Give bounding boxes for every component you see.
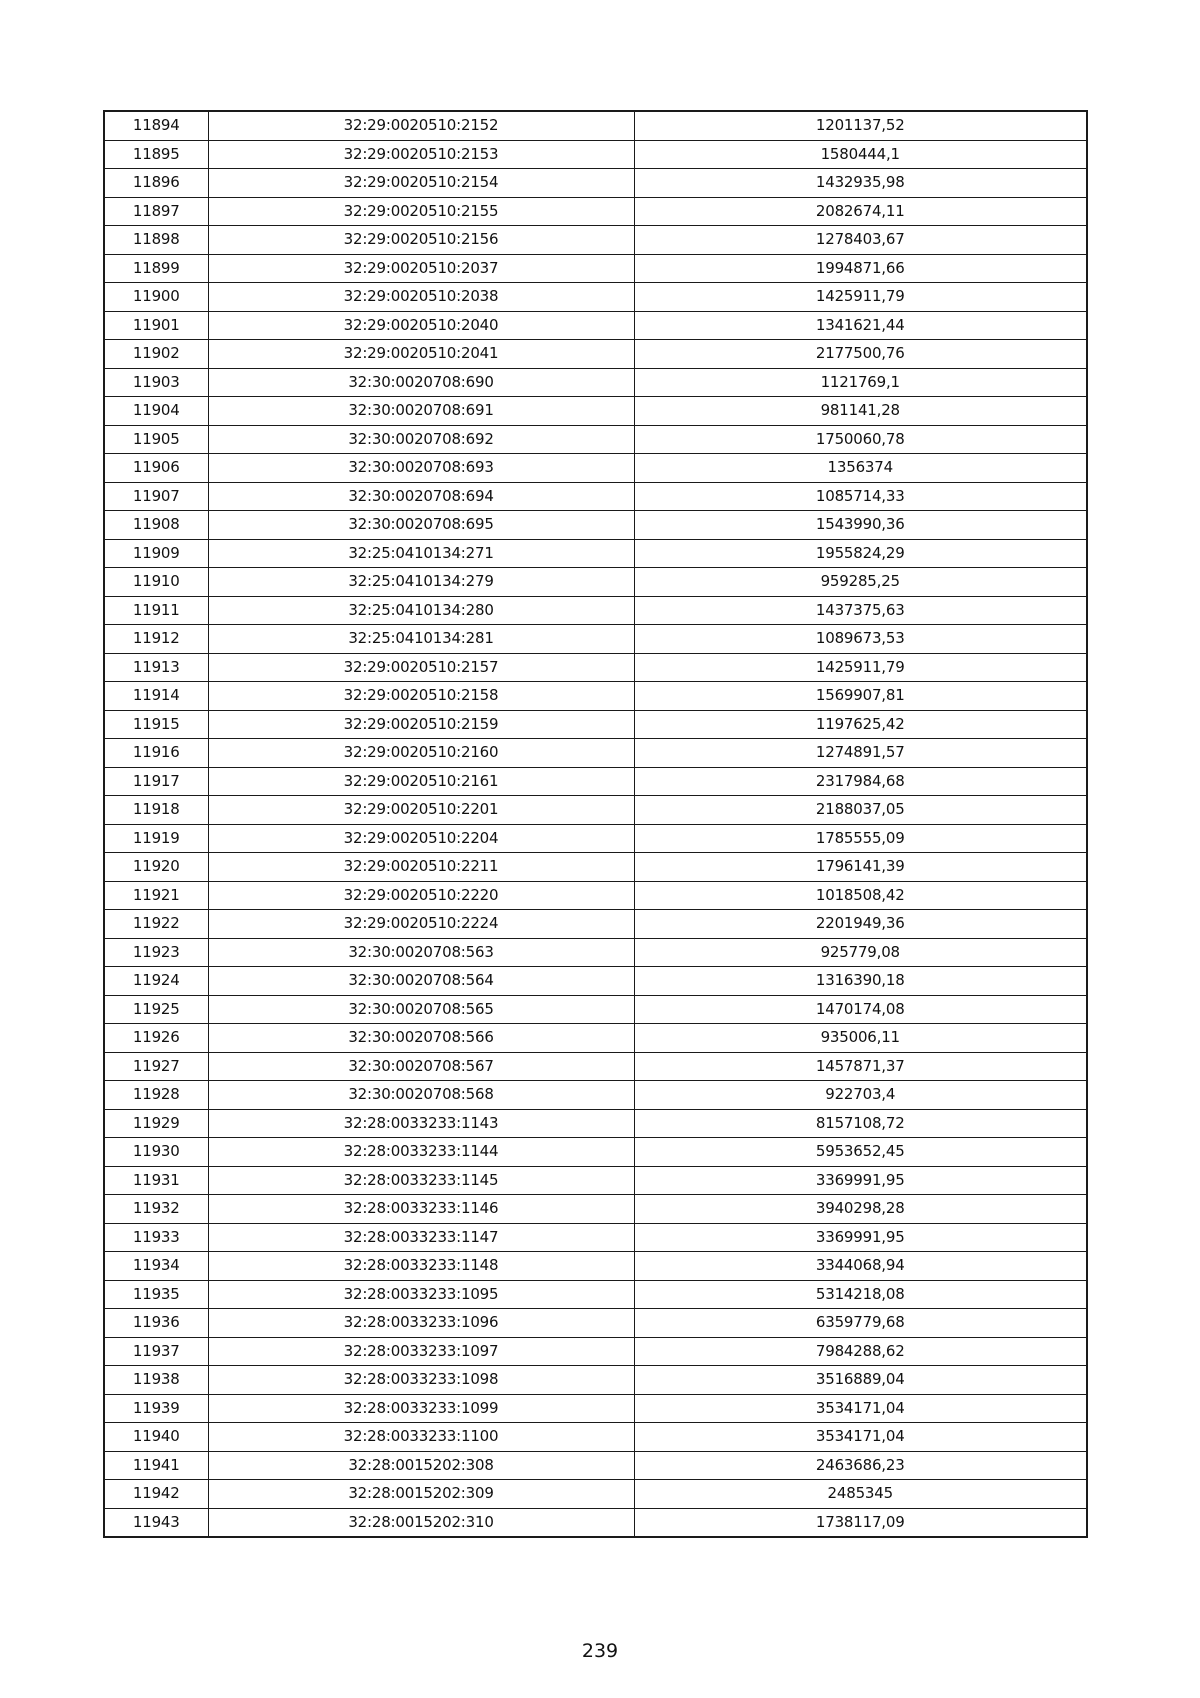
cadastral-value-cell: 8157108,72: [634, 1109, 1087, 1138]
cadastral-value-cell: 1994871,66: [634, 254, 1087, 283]
row-number-cell: 11903: [104, 368, 208, 397]
cadastral-number-cell: 32:29:0020510:2224: [208, 910, 634, 939]
table-row: [104, 767, 1087, 796]
table-row: [104, 197, 1087, 226]
cadastral-number-cell: 32:29:0020510:2161: [208, 767, 634, 796]
table-row: [104, 1508, 1087, 1537]
row-number-cell: 11901: [104, 311, 208, 340]
cadastral-value-cell: 3369991,95: [634, 1166, 1087, 1195]
table-row: [104, 910, 1087, 939]
cadastral-number-cell: 32:29:0020510:2038: [208, 283, 634, 312]
cadastral-number-cell: 32:29:0020510:2201: [208, 796, 634, 825]
row-number-cell: 11898: [104, 226, 208, 255]
table-row: [104, 425, 1087, 454]
table-row: [104, 1309, 1087, 1338]
row-number-cell: 11931: [104, 1166, 208, 1195]
cadastral-number-cell: 32:30:0020708:694: [208, 482, 634, 511]
cadastral-number-cell: 32:28:0033233:1145: [208, 1166, 634, 1195]
cadastral-value-cell: 1121769,1: [634, 368, 1087, 397]
row-number-cell: 11920: [104, 853, 208, 882]
table-row: [104, 1024, 1087, 1053]
cadastral-number-cell: 32:25:0410134:279: [208, 568, 634, 597]
cadastral-value-cell: 1341621,44: [634, 311, 1087, 340]
table-row: [104, 1480, 1087, 1509]
cadastral-value-cell: 1278403,67: [634, 226, 1087, 255]
cadastral-number-cell: 32:30:0020708:563: [208, 938, 634, 967]
table-row: [104, 1366, 1087, 1395]
row-number-cell: 11927: [104, 1052, 208, 1081]
row-number-cell: 11934: [104, 1252, 208, 1281]
row-number-cell: 11894: [104, 111, 208, 140]
cadastral-number-cell: 32:28:0015202:310: [208, 1508, 634, 1537]
cadastral-value-cell: 2201949,36: [634, 910, 1087, 939]
cadastral-number-cell: 32:29:0020510:2040: [208, 311, 634, 340]
cadastral-value-cell: 1457871,37: [634, 1052, 1087, 1081]
table-row: [104, 340, 1087, 369]
table-row: [104, 226, 1087, 255]
cadastral-value-cell: 1543990,36: [634, 511, 1087, 540]
table-row: [104, 796, 1087, 825]
table-row: [104, 1252, 1087, 1281]
cadastral-value-cell: 1197625,42: [634, 710, 1087, 739]
cadastral-value-cell: 3534171,04: [634, 1423, 1087, 1452]
table-row: [104, 568, 1087, 597]
cadastral-value-cell: 5953652,45: [634, 1138, 1087, 1167]
row-number-cell: 11924: [104, 967, 208, 996]
cadastral-value-cell: 1089673,53: [634, 625, 1087, 654]
table-row: [104, 967, 1087, 996]
cadastral-value-cell: 925779,08: [634, 938, 1087, 967]
row-number-cell: 11904: [104, 397, 208, 426]
row-number-cell: 11942: [104, 1480, 208, 1509]
cadastral-value-cell: 1785555,09: [634, 824, 1087, 853]
row-number-cell: 11902: [104, 340, 208, 369]
table-row: [104, 653, 1087, 682]
cadastral-number-cell: 32:28:0015202:309: [208, 1480, 634, 1509]
cadastral-number-cell: 32:29:0020510:2159: [208, 710, 634, 739]
row-number-cell: 11911: [104, 596, 208, 625]
cadastral-number-cell: 32:28:0033233:1143: [208, 1109, 634, 1138]
row-number-cell: 11914: [104, 682, 208, 711]
table-row: [104, 1166, 1087, 1195]
cadastral-value-cell: 5314218,08: [634, 1280, 1087, 1309]
row-number-cell: 11907: [104, 482, 208, 511]
cadastral-number-cell: 32:28:0033233:1095: [208, 1280, 634, 1309]
cadastral-value-cell: 3534171,04: [634, 1394, 1087, 1423]
cadastral-number-cell: 32:29:0020510:2155: [208, 197, 634, 226]
cadastral-number-cell: 32:25:0410134:281: [208, 625, 634, 654]
cadastral-value-cell: 1274891,57: [634, 739, 1087, 768]
row-number-cell: 11943: [104, 1508, 208, 1537]
row-number-cell: 11912: [104, 625, 208, 654]
table-row: [104, 995, 1087, 1024]
table-row: [104, 1223, 1087, 1252]
cadastral-value-cell: 2463686,23: [634, 1451, 1087, 1480]
cadastral-value-cell: 1085714,33: [634, 482, 1087, 511]
row-number-cell: 11905: [104, 425, 208, 454]
cadastral-number-cell: 32:29:0020510:2037: [208, 254, 634, 283]
table-row: [104, 853, 1087, 882]
cadastral-number-cell: 32:30:0020708:690: [208, 368, 634, 397]
table-row: [104, 1337, 1087, 1366]
row-number-cell: 11918: [104, 796, 208, 825]
cadastral-number-cell: 32:29:0020510:2156: [208, 226, 634, 255]
cadastral-value-cell: 1432935,98: [634, 169, 1087, 198]
table-row: [104, 539, 1087, 568]
row-number-cell: 11929: [104, 1109, 208, 1138]
table-row: [104, 824, 1087, 853]
cadastral-number-cell: 32:29:0020510:2041: [208, 340, 634, 369]
cadastral-number-cell: 32:29:0020510:2160: [208, 739, 634, 768]
table-row: [104, 881, 1087, 910]
cadastral-number-cell: 32:28:0033233:1148: [208, 1252, 634, 1281]
cadastral-number-cell: 32:29:0020510:2154: [208, 169, 634, 198]
cadastral-number-cell: 32:28:0033233:1096: [208, 1309, 634, 1338]
cadastral-number-cell: 32:30:0020708:565: [208, 995, 634, 1024]
row-number-cell: 11930: [104, 1138, 208, 1167]
row-number-cell: 11916: [104, 739, 208, 768]
row-number-cell: 11935: [104, 1280, 208, 1309]
cadastral-value-cell: 1425911,79: [634, 283, 1087, 312]
cadastral-number-cell: 32:29:0020510:2211: [208, 853, 634, 882]
cadastral-value-cell: 2317984,68: [634, 767, 1087, 796]
cadastral-value-cell: 1201137,52: [634, 111, 1087, 140]
cadastral-value-cell: 3940298,28: [634, 1195, 1087, 1224]
table-row: [104, 1052, 1087, 1081]
table-row: [104, 682, 1087, 711]
cadastral-number-cell: 32:29:0020510:2157: [208, 653, 634, 682]
table-row: [104, 1451, 1087, 1480]
cadastral-value-cell: 3516889,04: [634, 1366, 1087, 1395]
cadastral-value-cell: 981141,28: [634, 397, 1087, 426]
cadastral-value-cell: 2082674,11: [634, 197, 1087, 226]
cadastral-number-cell: 32:28:0033233:1144: [208, 1138, 634, 1167]
cadastral-number-cell: 32:30:0020708:568: [208, 1081, 634, 1110]
row-number-cell: 11919: [104, 824, 208, 853]
row-number-cell: 11897: [104, 197, 208, 226]
cadastral-number-cell: 32:28:0033233:1146: [208, 1195, 634, 1224]
row-number-cell: 11938: [104, 1366, 208, 1395]
cadastral-number-cell: 32:28:0033233:1097: [208, 1337, 634, 1366]
cadastral-number-cell: 32:30:0020708:567: [208, 1052, 634, 1081]
table-row: [104, 1423, 1087, 1452]
row-number-cell: 11910: [104, 568, 208, 597]
cadastral-value-cell: 1470174,08: [634, 995, 1087, 1024]
cadastral-number-cell: 32:25:0410134:280: [208, 596, 634, 625]
row-number-cell: 11909: [104, 539, 208, 568]
cadastral-number-cell: 32:30:0020708:566: [208, 1024, 634, 1053]
cadastral-number-cell: 32:28:0015202:308: [208, 1451, 634, 1480]
row-number-cell: 11936: [104, 1309, 208, 1338]
cadastral-number-cell: 32:29:0020510:2220: [208, 881, 634, 910]
row-number-cell: 11937: [104, 1337, 208, 1366]
table-row: [104, 739, 1087, 768]
table-row: [104, 169, 1087, 198]
cadastral-number-cell: 32:30:0020708:691: [208, 397, 634, 426]
table-row: [104, 111, 1087, 140]
row-number-cell: 11899: [104, 254, 208, 283]
row-number-cell: 11915: [104, 710, 208, 739]
row-number-cell: 11921: [104, 881, 208, 910]
table-row: [104, 368, 1087, 397]
cadastral-value-cell: 3344068,94: [634, 1252, 1087, 1281]
cadastral-number-cell: 32:29:0020510:2153: [208, 140, 634, 169]
cadastral-number-cell: 32:30:0020708:695: [208, 511, 634, 540]
table-row: [104, 1394, 1087, 1423]
cadastral-value-cell: 935006,11: [634, 1024, 1087, 1053]
cadastral-number-cell: 32:30:0020708:692: [208, 425, 634, 454]
cadastral-value-table: [103, 110, 1088, 1538]
table-row: [104, 1081, 1087, 1110]
cadastral-number-cell: 32:29:0020510:2152: [208, 111, 634, 140]
cadastral-value-cell: 1738117,09: [634, 1508, 1087, 1537]
table-row: [104, 482, 1087, 511]
cadastral-number-cell: 32:28:0033233:1099: [208, 1394, 634, 1423]
table-row: [104, 1138, 1087, 1167]
cadastral-value-cell: 7984288,62: [634, 1337, 1087, 1366]
cadastral-value-cell: 1356374: [634, 454, 1087, 483]
cadastral-value-cell: 1796141,39: [634, 853, 1087, 882]
table-row: [104, 454, 1087, 483]
page-number: 239: [581, 1640, 619, 1662]
table-row: [104, 1280, 1087, 1309]
row-number-cell: 11941: [104, 1451, 208, 1480]
cadastral-value-cell: 1437375,63: [634, 596, 1087, 625]
cadastral-value-cell: 1569907,81: [634, 682, 1087, 711]
table-row: [104, 938, 1087, 967]
cadastral-value-cell: 1955824,29: [634, 539, 1087, 568]
row-number-cell: 11922: [104, 910, 208, 939]
cadastral-value-cell: 1316390,18: [634, 967, 1087, 996]
row-number-cell: 11939: [104, 1394, 208, 1423]
table-row: [104, 1109, 1087, 1138]
row-number-cell: 11923: [104, 938, 208, 967]
cadastral-value-cell: 1018508,42: [634, 881, 1087, 910]
cadastral-value-cell: 1580444,1: [634, 140, 1087, 169]
row-number-cell: 11913: [104, 653, 208, 682]
row-number-cell: 11926: [104, 1024, 208, 1053]
row-number-cell: 11940: [104, 1423, 208, 1452]
table-row: [104, 511, 1087, 540]
row-number-cell: 11933: [104, 1223, 208, 1252]
cadastral-value-cell: 959285,25: [634, 568, 1087, 597]
cadastral-value-cell: 2485345: [634, 1480, 1087, 1509]
row-number-cell: 11917: [104, 767, 208, 796]
row-number-cell: 11908: [104, 511, 208, 540]
cadastral-value-cell: 2188037,05: [634, 796, 1087, 825]
cadastral-value-cell: 3369991,95: [634, 1223, 1087, 1252]
row-number-cell: 11906: [104, 454, 208, 483]
row-number-cell: 11925: [104, 995, 208, 1024]
row-number-cell: 11895: [104, 140, 208, 169]
cadastral-number-cell: 32:29:0020510:2158: [208, 682, 634, 711]
table-row: [104, 397, 1087, 426]
table-row: [104, 1195, 1087, 1224]
table-row: [104, 596, 1087, 625]
cadastral-value-cell: 2177500,76: [634, 340, 1087, 369]
table-row: [104, 140, 1087, 169]
cadastral-number-cell: 32:25:0410134:271: [208, 539, 634, 568]
table-row: [104, 710, 1087, 739]
cadastral-number-cell: 32:28:0033233:1100: [208, 1423, 634, 1452]
cadastral-number-cell: 32:30:0020708:693: [208, 454, 634, 483]
row-number-cell: 11932: [104, 1195, 208, 1224]
cadastral-value-cell: 922703,4: [634, 1081, 1087, 1110]
table-row: [104, 625, 1087, 654]
table-body: [104, 111, 1087, 1537]
row-number-cell: 11900: [104, 283, 208, 312]
cadastral-number-cell: 32:30:0020708:564: [208, 967, 634, 996]
cadastral-number-cell: 32:29:0020510:2204: [208, 824, 634, 853]
cadastral-number-cell: 32:28:0033233:1147: [208, 1223, 634, 1252]
cadastral-value-cell: 1750060,78: [634, 425, 1087, 454]
cadastral-number-cell: 32:28:0033233:1098: [208, 1366, 634, 1395]
cadastral-value-cell: 1425911,79: [634, 653, 1087, 682]
cadastral-value-cell: 6359779,68: [634, 1309, 1087, 1338]
row-number-cell: 11896: [104, 169, 208, 198]
table-row: [104, 283, 1087, 312]
row-number-cell: 11928: [104, 1081, 208, 1110]
table-row: [104, 254, 1087, 283]
table-row: [104, 311, 1087, 340]
